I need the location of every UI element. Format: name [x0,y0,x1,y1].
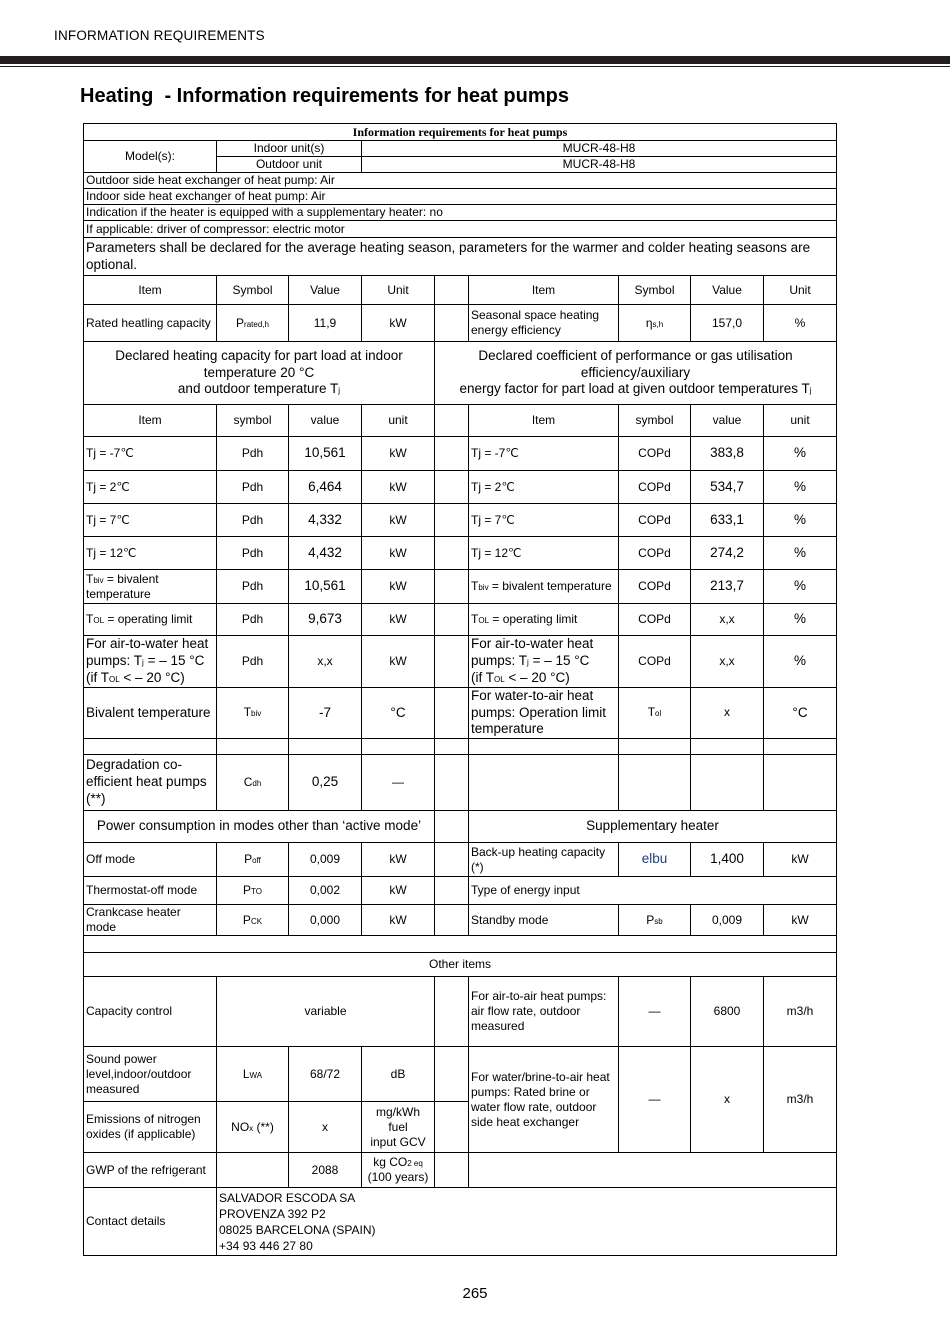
tj-value: 10,561 [289,437,362,471]
tj-value: 4,432 [289,537,362,570]
tj-item: Tj = 12℃ [84,537,217,570]
bivalent-unit: °C [362,687,435,739]
info-table [83,123,837,1256]
power-modes-heading: Power consumption in modes other than ‘active mode’ [84,811,435,843]
tbiv-symbol-right: COPd [619,570,691,604]
degradation-item: Degradation co-efficient heat pumps (**) [84,755,217,811]
crankcase-symbol: PCK [217,905,289,936]
backup-capacity-value: 1,400 [691,843,764,877]
table-caption: Information requirements for heat pumps [84,124,837,141]
backup-capacity-symbol: elbu [619,843,691,877]
a2w-item-right: For air-to-water heat pumps: Tj = – 15 °C (if TOL < – 20 °C) [469,636,619,688]
head-value-right: Value [691,276,764,305]
rated-capacity-unit: kW [362,305,435,342]
head2-item-right: Item [469,405,619,437]
brine-flow-symbol: — [619,1047,691,1153]
tj-item: Tj = -7℃ [84,437,217,471]
brine-flow-unit: m3/h [764,1047,837,1153]
outdoor-hx-row: Outdoor side heat exchanger of heat pump: Air [84,173,837,189]
table-row [84,636,837,688]
head2-symbol: symbol [217,405,289,437]
outdoor-unit-label: Outdoor unit [217,157,362,173]
head-unit-right: Unit [764,276,837,305]
table-row [84,1153,837,1188]
tj-value-right: 274,2 [691,537,764,570]
tj-unit: kW [362,471,435,504]
declared-cop-heading: Declared coefficient of performance or gas utilisation efficiency/auxiliary energy factor for part load at given outdoor temperatures Tj [435,342,837,405]
tbiv-value: 10,561 [289,570,362,604]
bivalent-value: -7 [289,687,362,739]
tj-item-right: Tj = 12℃ [469,537,619,570]
backup-capacity-unit: kW [764,843,837,877]
header-section-label: INFORMATION REQUIREMENTS [54,28,265,43]
nox-unit: mg/kWh fuel input GCV [362,1102,435,1153]
tj-value-right: 383,8 [691,437,764,471]
brine-flow-item: For water/brine-to-air heat pumps: Rated brine or water flow rate, outdoor side heat exchanger [469,1047,619,1153]
a2w-unit-right: % [764,636,837,688]
airflow-value: 6800 [691,977,764,1047]
thermostat-off-value: 0,002 [289,877,362,905]
head2-value-right: value [691,405,764,437]
tj-unit-right: % [764,437,837,471]
page-number: 265 [462,1285,488,1302]
airflow-unit: m3/h [764,977,837,1047]
seasonal-efficiency-unit: % [764,305,837,342]
sound-power-value: 68/72 [289,1047,362,1102]
tol-value: 9,673 [289,604,362,636]
tj-unit: kW [362,437,435,471]
table-row [84,570,837,604]
operation-limit-item: For water-to-air heat pumps: Operation limit temperature [469,687,619,739]
models-label: Model(s): [84,141,217,173]
tj-value-right: 633,1 [691,504,764,537]
table-row [84,687,837,739]
tbiv-item: Tbiv = bivalent temperature [84,570,217,604]
capacity-control-item: Capacity control [84,977,217,1047]
bivalent-item: Bivalent temperature [84,687,217,739]
off-mode-symbol: Poff [217,843,289,877]
tol-item: TOL = operating limit [84,604,217,636]
thermostat-off-unit: kW [362,877,435,905]
parameters-note: Parameters shall be declared for the average heating season, parameters for the warmer and colder heating seasons are optional. [84,238,837,276]
operation-limit-value: x [691,687,764,739]
tj-item-right: Tj = -7℃ [469,437,619,471]
nox-item: Emissions of nitrogen oxides (if applicable) [84,1102,217,1153]
gwp-item: GWP of the refrigerant [84,1153,217,1188]
table-row [84,877,837,905]
table-row [84,1188,837,1256]
contact-label: Contact details [84,1188,217,1256]
tol-unit-right: % [764,604,837,636]
header-rule-thin [0,66,950,67]
degradation-symbol: Cdh [217,755,289,811]
tj-symbol-right: COPd [619,437,691,471]
header-rule [0,56,950,64]
tbiv-value-right: 213,7 [691,570,764,604]
nox-symbol: NOx (**) [217,1102,289,1153]
head2-symbol-right: symbol [619,405,691,437]
rated-capacity-value: 11,9 [289,305,362,342]
tj-item: Tj = 2℃ [84,471,217,504]
tj-value: 6,464 [289,471,362,504]
crankcase-item: Crankcase heater mode [84,905,217,936]
tj-symbol-right: COPd [619,504,691,537]
a2w-symbol-right: COPd [619,636,691,688]
indoor-unit-model: MUCR-48-H8 [362,141,837,157]
sound-power-unit: dB [362,1047,435,1102]
tj-item: Tj = 7℃ [84,504,217,537]
tj-symbol-right: COPd [619,537,691,570]
crankcase-unit: kW [362,905,435,936]
tbiv-item-right: Tbiv = bivalent temperature [469,570,619,604]
head-symbol-right: Symbol [619,276,691,305]
degradation-unit: — [362,755,435,811]
brine-flow-value: x [691,1047,764,1153]
tj-unit-right: % [764,537,837,570]
table-row [84,471,837,504]
tj-item-right: Tj = 7℃ [469,504,619,537]
sound-power-item: Sound power level,indoor/outdoor measured [84,1047,217,1102]
degradation-value: 0,25 [289,755,362,811]
seasonal-efficiency-symbol: ηs,h [619,305,691,342]
tol-unit: kW [362,604,435,636]
gwp-unit: kg CO2 eq (100 years) [362,1153,435,1188]
head2-value: value [289,405,362,437]
a2w-value: x,x [289,636,362,688]
tj-symbol: Pdh [217,537,289,570]
head2-unit: unit [362,405,435,437]
tj-unit: kW [362,537,435,570]
contact-details: SALVADOR ESCODA SA PROVENZA 392 P2 08025 BARCELONA (SPAIN) +34 93 446 27 80 [217,1188,837,1256]
off-mode-value: 0,009 [289,843,362,877]
standby-symbol: Psb [619,905,691,936]
off-mode-item: Off mode [84,843,217,877]
head-unit: Unit [362,276,435,305]
operation-limit-unit: °C [764,687,837,739]
backup-capacity-item: Back-up heating capacity (*) [469,843,619,877]
head-item-right: Item [469,276,619,305]
seasonal-efficiency-item: Seasonal space heating energy efficiency [469,305,619,342]
standby-value: 0,009 [691,905,764,936]
outdoor-unit-model: MUCR-48-H8 [362,157,837,173]
tj-symbol-right: COPd [619,471,691,504]
table-row [84,905,837,936]
seasonal-efficiency-value: 157,0 [691,305,764,342]
thermostat-off-symbol: PTO [217,877,289,905]
tj-unit-right: % [764,504,837,537]
sound-power-symbol: LWA [217,1047,289,1102]
tbiv-unit: kW [362,570,435,604]
tj-symbol: Pdh [217,437,289,471]
tol-symbol-right: COPd [619,604,691,636]
table-row [84,504,837,537]
table-row [84,755,837,811]
table-row [84,437,837,471]
tj-item-right: Tj = 2℃ [469,471,619,504]
a2w-unit: kW [362,636,435,688]
tj-unit-right: % [764,471,837,504]
declared-capacity-heading: Declared heating capacity for part load at indoor temperature 20 °C and outdoor temperature Tj [84,342,435,405]
bivalent-symbol: Tbiv [217,687,289,739]
supplementary-heater-row: Indication if the heater is equipped with a supplementary heater: no [84,205,837,221]
head-item: Item [84,276,217,305]
tj-symbol: Pdh [217,504,289,537]
capacity-control-value: variable [217,977,435,1047]
standby-unit: kW [764,905,837,936]
a2w-symbol: Pdh [217,636,289,688]
head2-unit-right: unit [764,405,837,437]
table-row [84,1047,837,1102]
rated-capacity-symbol: Prated,h [217,305,289,342]
tol-item-right: TOL = operating limit [469,604,619,636]
table-row [84,843,837,877]
tol-symbol: Pdh [217,604,289,636]
compressor-driver-row: If applicable: driver of compressor: electric motor [84,221,837,238]
a2w-item: For air-to-water heat pumps: Tj = – 15 °C (if TOL < – 20 °C) [84,636,217,688]
table-row [84,977,837,1047]
tj-unit: kW [362,504,435,537]
tbiv-unit-right: % [764,570,837,604]
indoor-unit-label: Indoor unit(s) [217,141,362,157]
tj-value-right: 534,7 [691,471,764,504]
a2w-value-right: x,x [691,636,764,688]
off-mode-unit: kW [362,843,435,877]
airflow-symbol: — [619,977,691,1047]
indoor-hx-row: Indoor side heat exchanger of heat pump: Air [84,189,837,205]
page-title: Heating - Information requirements for heat pumps [80,85,569,107]
energy-input-type: Type of energy input [469,877,837,905]
tol-value-right: x,x [691,604,764,636]
tj-value: 4,332 [289,504,362,537]
standby-item: Standby mode [469,905,619,936]
nox-value: x [289,1102,362,1153]
tbiv-symbol: Pdh [217,570,289,604]
supplementary-heater-heading: Supplementary heater [469,811,837,843]
head2-item: Item [84,405,217,437]
table-row [84,604,837,636]
other-items-heading: Other items [84,953,837,977]
thermostat-off-item: Thermostat-off mode [84,877,217,905]
operation-limit-symbol: Tol [619,687,691,739]
head-value: Value [289,276,362,305]
head-symbol: Symbol [217,276,289,305]
gwp-value: 2088 [289,1153,362,1188]
table-row [84,537,837,570]
tj-symbol: Pdh [217,471,289,504]
crankcase-value: 0,000 [289,905,362,936]
airflow-item: For air-to-air heat pumps: air flow rate, outdoor measured [469,977,619,1047]
rated-capacity-item: Rated heatling capacity [84,305,217,342]
